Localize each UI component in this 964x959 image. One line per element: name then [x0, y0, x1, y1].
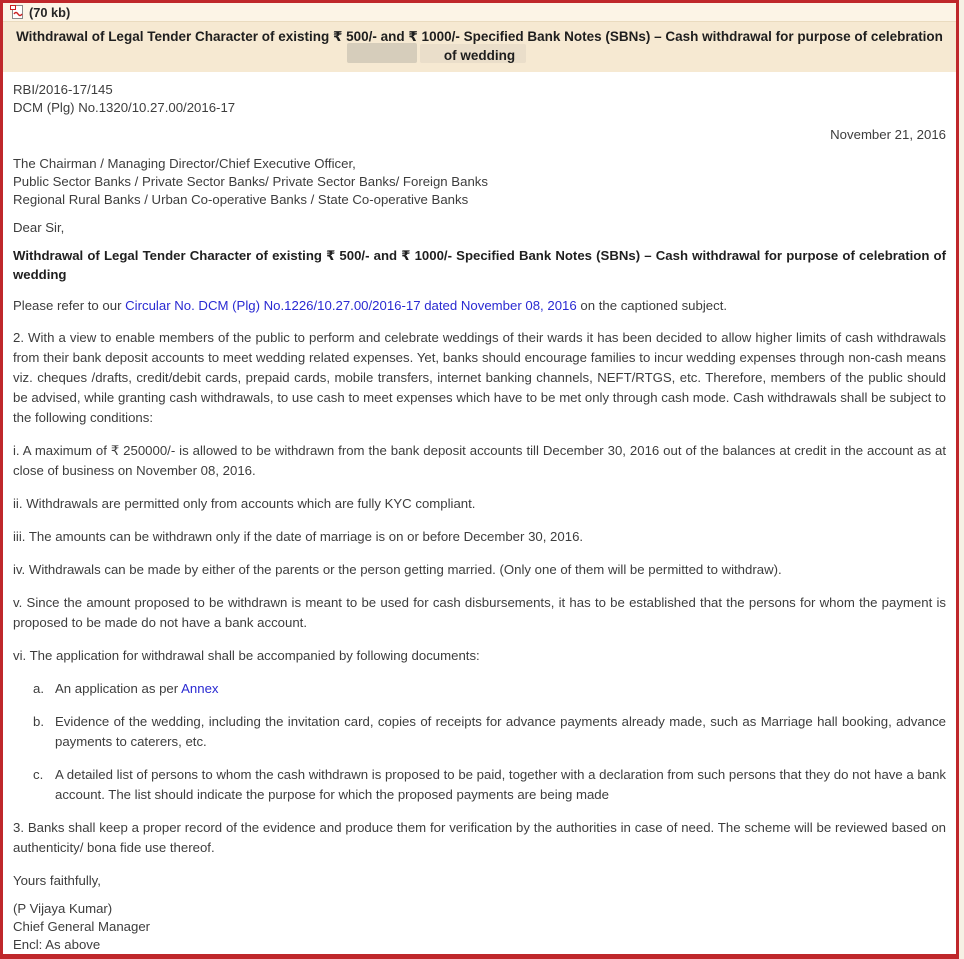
letter-body — [3, 72, 956, 954]
reference-suffix: on the captioned subject. — [576, 298, 728, 313]
enclosure-note: Encl: As above — [13, 937, 101, 952]
reference-paragraph — [13, 296, 946, 316]
closing-line: Yours faithfully, — [13, 873, 101, 888]
item-a-prefix: An application as per — [55, 681, 182, 696]
pdf-icon[interactable] — [9, 4, 24, 20]
condition-v: v. Since the amount proposed to be withdrawn is meant to be used for cash disbursements, it has to be established that the persons for whom the payment is proposed to be made do not have a bank account. — [13, 595, 946, 630]
page-title: Withdrawal of Legal Tender Character of existing ₹ 500/- and ₹ 1000/- Specified Bank Notes (SBNs) – Cash withdrawal for purpose of celebration of wedding — [16, 29, 943, 63]
file-info-row — [3, 3, 956, 21]
condition-iv: iv. Withdrawals can be made by either of the parents or the person getting married. (Only one of them will be permitted to withdraw). — [13, 562, 782, 577]
condition-ii: ii. Withdrawals are permitted only from accounts which are fully KYC compliant. — [13, 496, 476, 511]
item-marker: a. — [33, 681, 44, 696]
subject-heading: Withdrawal of Legal Tender Character of existing ₹ 500/- and ₹ 1000/- Specified Bank Notes (SBNs) – Cash withdrawal for purpose of celebration of wedding — [13, 248, 946, 282]
signatory-name: (P Vijaya Kumar) — [13, 901, 113, 916]
document-item-a — [13, 679, 946, 699]
document-item-b — [13, 712, 946, 752]
salutation: Dear Sir, — [13, 220, 65, 235]
circular-link[interactable]: Circular No. DCM (Plg) No.1226/10.27.00/2016-17 dated November 08, 2016 — [125, 298, 577, 313]
reference-prefix: Please refer to our — [13, 298, 126, 313]
item-marker: b. — [33, 714, 44, 729]
file-size-label: (70 kb) — [29, 4, 71, 20]
ref-number-line1: RBI/2016-17/145 — [13, 82, 113, 97]
title-bar — [3, 21, 956, 72]
paragraph-2: 2. With a view to enable members of the public to perform and celebrate weddings of their wards it has been decided to allow higher limits of cash withdrawals from their bank deposit accounts to meet wedding related expenses. Yet, banks should encourage families to incur wedding expenses through non-cash means viz. cheques /drafts, credit/debit cards, prepaid cards, mobile transfers, internet banking channels, NEFT/RTGS, etc. Therefore, members of the public should be advised, while granting cash withdrawals, to use cash to meet expenses which have to be met only through cash mode. Cash withdrawals shall be subject to the following conditions: — [13, 330, 946, 425]
document-item-c — [13, 765, 946, 805]
condition-i: i. A maximum of ₹ 250000/- is allowed to be withdrawn from the bank deposit accounts till December 30, 2016 out of the balances at credit in the account as at close of business on November 08, 2016. — [13, 443, 946, 478]
ref-number-line2: DCM (Plg) No.1320/10.27.00/2016-17 — [13, 100, 236, 115]
item-text: A detailed list of persons to whom the cash withdrawn is proposed to be paid, together with a declaration from such persons that they do not have a bank account. The list should indicate the purpose for which the proposed payments are being made — [55, 767, 946, 802]
addressee-line: Public Sector Banks / Private Sector Banks/ Private Sector Banks/ Foreign Banks — [13, 174, 488, 189]
condition-vi: vi. The application for withdrawal shall be accompanied by following documents: — [13, 648, 480, 663]
annex-link[interactable]: Annex — [181, 681, 219, 696]
item-text: Evidence of the wedding, including the invitation card, copies of receipts for advance payments already made, such as Marriage hall booking, advance payments to caterers, etc. — [55, 714, 946, 749]
item-text — [55, 679, 946, 699]
paragraph-3: 3. Banks shall keep a proper record of the evidence and produce them for verification by the authorities in case of need. The scheme will be reviewed based on authenticity/ bona fide use thereof. — [13, 820, 946, 855]
item-marker: c. — [33, 767, 44, 782]
addressee-line: Regional Rural Banks / Urban Co-operative Banks / State Co-operative Banks — [13, 192, 469, 207]
letter-date: November 21, 2016 — [830, 127, 946, 142]
addressee-line: The Chairman / Managing Director/Chief Executive Officer, — [13, 156, 356, 171]
signatory-designation: Chief General Manager — [13, 919, 151, 934]
condition-iii: iii. The amounts can be withdrawn only if the date of marriage is on or before December 30, 2016. — [13, 529, 584, 544]
